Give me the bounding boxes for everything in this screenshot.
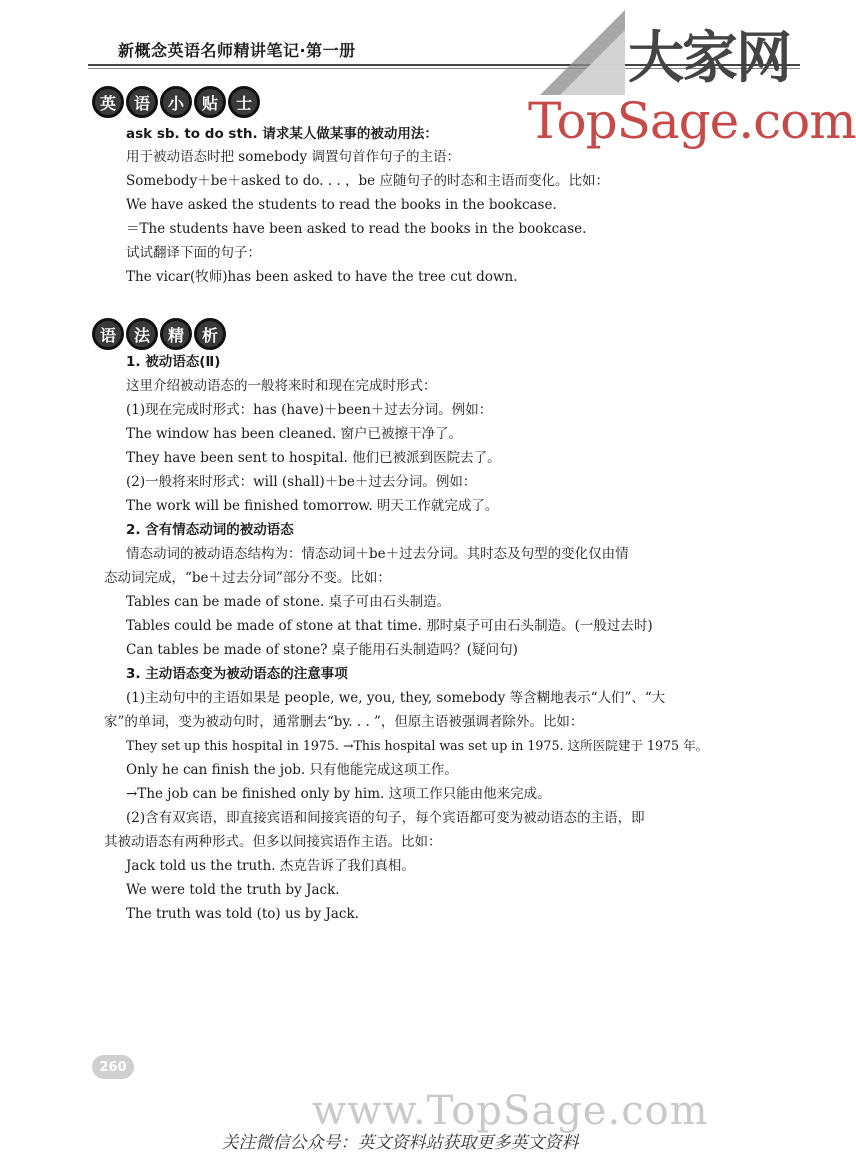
body-line: Tables could be made of stone at that time. 那时桌子可由石头制造。(一般过去时) xyxy=(126,618,653,634)
body-line: 态动词完成，“be＋过去分词”部分不变。比如： xyxy=(104,570,391,586)
book-title: 新概念英语名师精讲笔记·第一册 xyxy=(118,41,356,60)
badge-char: 析 xyxy=(194,318,226,350)
logo-english-text: TopSage.com xyxy=(528,92,856,150)
body-line: Jack told us the truth. 杰克告诉了我们真相。 xyxy=(126,858,415,874)
grammar-badge xyxy=(92,318,226,350)
tips-line: We have asked the students to read the books in the bookcase. xyxy=(126,197,557,213)
body-line: The truth was told (to) us by Jack. xyxy=(126,906,359,922)
footer-watermark-url: www.TopSage.com xyxy=(312,1088,709,1134)
body-line: They set up this hospital in 1975. →This hospital was set up in 1975. 这所医院建于 1975 年。 xyxy=(126,738,709,753)
badge-char: 法 xyxy=(126,318,158,350)
tips-line: The vicar(牧师)has been asked to have the tree cut down. xyxy=(126,269,518,285)
body-line: Only he can finish the job. 只有他能完成这项工作。 xyxy=(126,762,458,778)
body-line: 家”的单词，变为被动句时，通常删去“by. . . ”，但原主语被强调者除外。比如： xyxy=(104,714,584,730)
tips-heading: ask sb. to do sth. 请求某人做某事的被动用法： xyxy=(126,126,438,142)
body-line: The window has been cleaned. 窗户已被擦干净了。 xyxy=(126,426,463,442)
body-line: Can tables be made of stone? 桌子能用石头制造吗？(疑问句) xyxy=(126,642,518,658)
section-heading: 1. 被动语态(Ⅱ) xyxy=(126,354,221,370)
body-line: 其被动语态有两种形式。但多以间接宾语作主语。比如： xyxy=(104,834,442,850)
body-line: The work will be finished tomorrow. 明天工作就完成了。 xyxy=(126,498,499,514)
tips-line: Somebody＋be＋asked to do. . . ，be 应随句子的时态和主语而变化。比如： xyxy=(126,173,609,189)
tips-line: 用于被动语态时把 somebody 调置句首作句子的主语： xyxy=(126,149,460,165)
section-heading: 3. 主动语态变为被动语态的注意事项 xyxy=(126,666,348,682)
body-line: (2)含有双宾语，即直接宾语和间接宾语的句子，每个宾语都可变为被动语态的主语，即 xyxy=(126,810,645,826)
body-line: We were told the truth by Jack. xyxy=(126,882,340,898)
tips-badge xyxy=(92,86,260,118)
body-line: (1)现在完成时形式：has (have)＋been＋过去分词。例如： xyxy=(126,402,493,418)
body-line: (2)一般将来时形式：will (shall)＋be＋过去分词。例如： xyxy=(126,474,477,490)
badge-char: 小 xyxy=(160,86,192,118)
section-heading: 2. 含有情态动词的被动语态 xyxy=(126,522,294,538)
badge-char: 士 xyxy=(228,86,260,118)
badge-char: 语 xyxy=(92,318,124,350)
body-line: They have been sent to hospital. 他们已被派到医院去了。 xyxy=(126,450,501,466)
badge-char: 精 xyxy=(160,318,192,350)
body-line: 情态动词的被动语态结构为：情态动词＋be＋过去分词。其时态及句型的变化仅由情 xyxy=(126,546,629,562)
tips-line: ＝The students have been asked to read the books in the bookcase. xyxy=(126,221,587,237)
body-line: →The job can be finished only by him. 这项工作只能由他来完成。 xyxy=(126,786,551,802)
body-line: (1)主动句中的主语如果是 people, we, you, they, somebody 等含糊地表示“人们”、“大 xyxy=(126,690,666,706)
badge-char: 语 xyxy=(126,86,158,118)
footer-note: 关注微信公众号：英文资料站获取更多英文资料 xyxy=(221,1133,579,1153)
body-line: Tables can be made of stone. 桌子可由石头制造。 xyxy=(126,594,451,610)
page-number: 260 xyxy=(92,1055,134,1079)
tips-line: 试试翻译下面的句子： xyxy=(126,245,261,261)
logo-chinese-text: 大家网 xyxy=(628,25,790,91)
badge-char: 英 xyxy=(92,86,124,118)
badge-char: 贴 xyxy=(194,86,226,118)
body-line: 这里介绍被动语态的一般将来时和现在完成时形式： xyxy=(126,378,437,394)
